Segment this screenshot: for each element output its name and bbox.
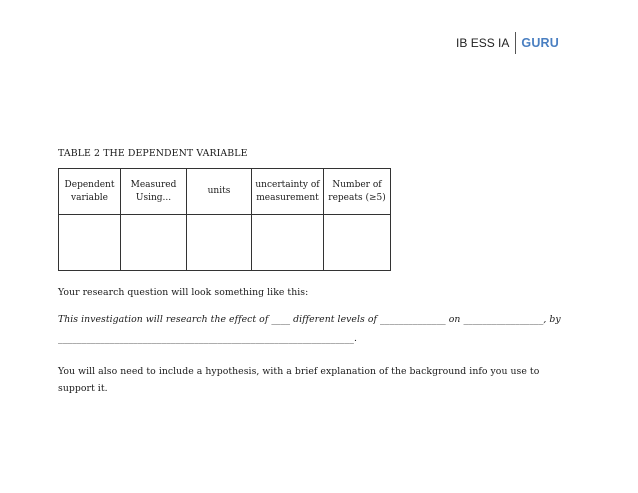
research-question-template: This investigation will research the effect of ____ different levels of ______________ on _________________, by	[58, 314, 561, 325]
guru-logo: GURU	[521, 36, 559, 50]
header-measured-using: Measured Using...	[121, 169, 187, 215]
hypothesis-instruction-continued: support it.	[58, 383, 108, 394]
header-title: IB ESS IA	[456, 36, 510, 50]
table-caption: TABLE 2 THE DEPENDENT VARIABLE	[58, 148, 248, 159]
page-header	[456, 32, 559, 54]
header-units: units	[187, 169, 252, 215]
table-row	[59, 215, 391, 271]
table-cell[interactable]	[252, 215, 324, 271]
header-dependent-variable: Dependent variable	[59, 169, 121, 215]
table-cell[interactable]	[187, 215, 252, 271]
table-cell[interactable]	[59, 215, 121, 271]
header-number-of-repeats: Number of repeats (≥5)	[324, 169, 391, 215]
header-uncertainty: uncertainty of measurement	[252, 169, 324, 215]
table-header-row	[59, 169, 391, 215]
hypothesis-instruction: You will also need to include a hypothesis, with a brief explanation of the background info you use to	[58, 366, 540, 377]
dependent-variable-table	[58, 168, 391, 271]
table-cell[interactable]	[121, 215, 187, 271]
research-question-template-continued: _______________________________________________________________.	[58, 333, 358, 344]
research-question-intro: Your research question will look something like this:	[58, 287, 309, 298]
table-cell[interactable]	[324, 215, 391, 271]
